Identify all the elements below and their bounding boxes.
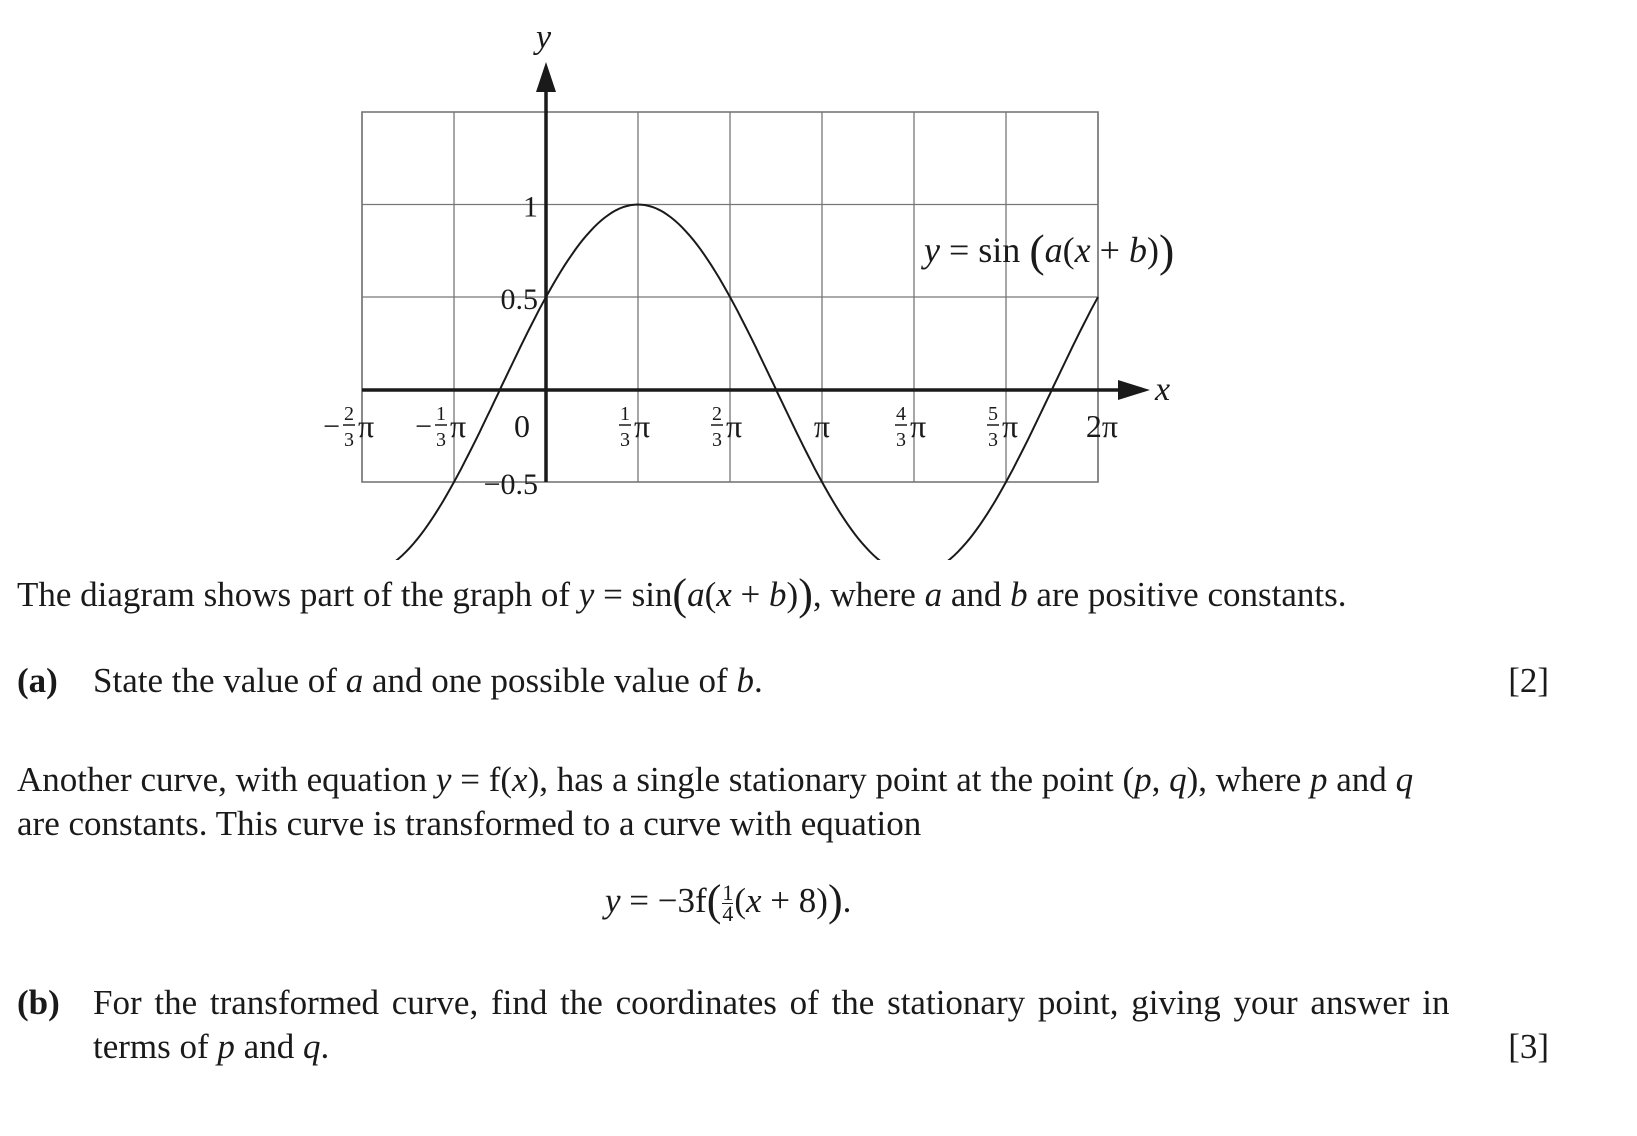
- x-tick-den: 3: [436, 429, 447, 451]
- x-tick-text: 2π: [1085, 408, 1119, 444]
- x-tick-den: 3: [619, 429, 630, 451]
- x-tick-pi: π: [633, 408, 651, 444]
- y-tick-label: −0.5: [483, 468, 538, 501]
- x-tick-sign: −: [415, 410, 433, 443]
- x-tick-label: [711, 403, 742, 451]
- y-tick-label: 1: [523, 190, 538, 224]
- x-tick-num: 4: [895, 403, 906, 425]
- x-tick-den: 3: [712, 429, 723, 451]
- x-tick-num: 2: [712, 403, 723, 425]
- x-tick-text: π: [813, 408, 831, 444]
- x-tick-sign: −: [323, 410, 340, 443]
- y-tick-labels: [484, 191, 538, 502]
- x-tick-pi: π: [726, 408, 743, 444]
- part-a-marks: [2]: [1508, 661, 1549, 700]
- part-b-line-1: For the transformed curve, find the coordinates of the stationary point, giving your answer in: [93, 983, 1450, 1022]
- x-tick-pi: π: [358, 408, 375, 444]
- part-b-marks: [3]: [1508, 1027, 1549, 1066]
- part-a-label: (a): [17, 661, 58, 700]
- x-tick-label: [323, 403, 374, 451]
- x-tick-label: [514, 408, 530, 444]
- paragraph-line-1: Another curve, with equation y = f(x), has a single stationary point at the point (p, q), where p and q: [17, 760, 1414, 799]
- x-tick-label: [619, 403, 650, 451]
- x-tick-pi: π: [1002, 408, 1019, 444]
- x-tick-num: 5: [988, 403, 999, 425]
- x-tick-num: 1: [619, 403, 630, 425]
- part-b-line-2: terms of p and q.: [93, 1027, 330, 1066]
- transformed-equation: y = −3f( $\frac{1}{4}$ (x + 8)).: [605, 876, 852, 927]
- x-tick-label: [415, 403, 466, 451]
- x-tick-num: 1: [436, 403, 447, 425]
- x-tick-den: 3: [988, 429, 999, 451]
- part-a-text: State the value of a and one possible value of b.: [93, 661, 763, 700]
- fraction-one-quarter: $\frac{1}{4}$: [722, 880, 734, 927]
- x-tick-labels: [323, 403, 1118, 451]
- question-intro: The diagram shows part of the graph of y = sin(a(x + b)), where a and b are positive constants.: [17, 570, 1347, 619]
- sine-graph: [0, 0, 1300, 560]
- x-tick-den: 3: [895, 429, 906, 451]
- y-tick-label: 0.5: [500, 283, 538, 316]
- x-axis-arrow: [1118, 380, 1150, 400]
- x-tick-num: 2: [344, 403, 354, 425]
- x-tick-label: [814, 408, 830, 444]
- x-tick-pi: π: [450, 408, 467, 444]
- paragraph-line-2: are constants. This curve is transformed to a curve with equation: [17, 804, 922, 843]
- x-tick-label: [895, 403, 926, 451]
- x-tick-label: [987, 403, 1018, 451]
- x-tick-label: [1086, 408, 1118, 444]
- x-tick-den: 3: [344, 429, 354, 451]
- x-axis-label: x: [1155, 371, 1171, 408]
- curve-label: y = sin (a(x + b)): [924, 225, 1175, 276]
- x-tick-pi: π: [909, 408, 927, 444]
- y-axis-arrow: [536, 62, 556, 92]
- y-axis-label: y: [536, 19, 552, 56]
- x-tick-text: 0: [514, 408, 530, 444]
- part-b-label: (b): [17, 983, 60, 1022]
